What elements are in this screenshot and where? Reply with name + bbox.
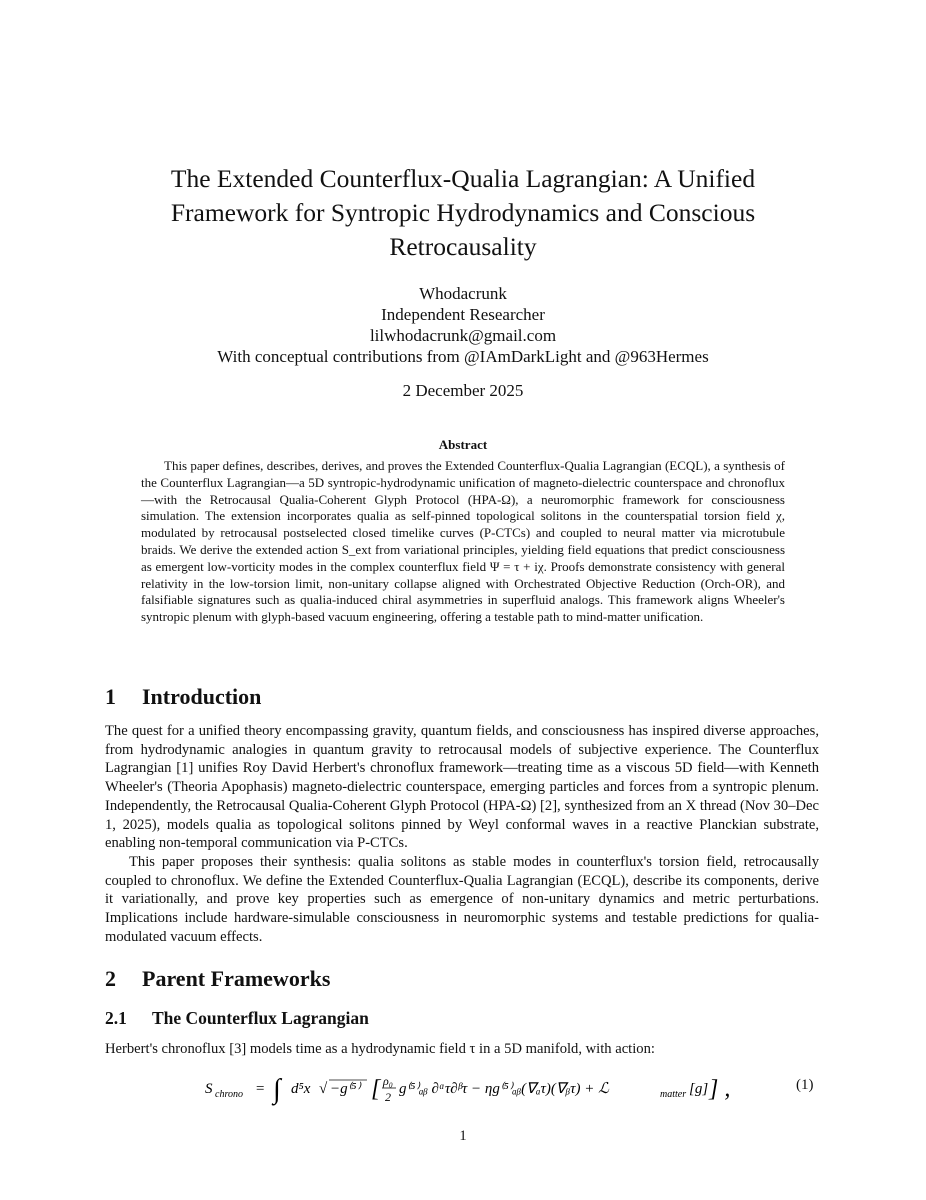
abstract-heading: Abstract (438, 437, 488, 452)
kinetic-term: g⁽⁵⁾ₐᵦ ∂ᵅτ∂ᵝτ − ηg⁽⁵⁾ₐᵦ(∇ₐτ)(∇ᵦτ) + ℒ (399, 1081, 609, 1097)
author-block (100, 283, 826, 367)
subsection-number: 2.1 (105, 1008, 127, 1028)
author-name: Whodacrunk (419, 284, 507, 303)
left-bracket: [ (371, 1076, 381, 1102)
subsection-title: The Counterflux Lagrangian (152, 1008, 369, 1028)
section-title: Introduction (142, 684, 262, 709)
matter-argument: [g] (689, 1081, 709, 1097)
equation-lhs: S (205, 1081, 213, 1097)
page-number: 1 (459, 1128, 467, 1144)
author-email: lilwhodacrunk@gmail.com (369, 326, 557, 345)
title-line-3: Retrocausality (389, 232, 537, 261)
equals-sign: = (255, 1081, 266, 1097)
abstract-text: This paper defines, describes, derives, and proves the Extended Counterflux-Qualia Lagrangian (ECQL), a synthesis of the Counterflux Lagrangian—a 5D syntropic-hydrodynamic unification of magneto-dielectric counterspace and chronoflux—with the Retrocausal Qualia-Coherent Glyph Protocol (HPA-Ω), a neuromorphic framework for consciousness simulation. The extension incorporates qualia as self-pinned topological solitons in the counterspatial torsion field χ, modulated by retrocausal postselected closed timelike curves (P-CTCs) and coupled to neural matter via microtubule braids. We derive the extended action S_ext from variational principles, yielding field equations that predict consciousness as emergent low-vorticity modes in the complex counterflux field Ψ = τ + iχ. Proofs demonstrate consistency with general relativity in the low-torsion limit, non-unitary collapse aligned with Orchestrated Objective Reduction (Orch-OR), and falsifiable signatures such as qualia-induced chiral asymmetries in superfluid analogs. This framework aligns Wheeler's syntropic plenum with glyph-based vacuum engineering, offering a testable path to mind-matter unification. (141, 458, 785, 625)
title-line-1: The Extended Counterflux-Qualia Lagrangian: A Unified (170, 164, 756, 193)
section-2-heading (105, 966, 330, 992)
section-title: Parent Frameworks (142, 966, 331, 991)
fraction-denominator: 2 (385, 1090, 391, 1104)
paper-date: 2 December 2025 (402, 381, 524, 400)
right-bracket: ] , (709, 1076, 731, 1102)
title-line-2: Framework for Syntropic Hydrodynamics and Conscious (170, 198, 756, 227)
intro-paragraph-2: This paper proposes their synthesis: qualia solitons as stable modes in counterflux's torsion field, retrocausally coupled to chronoflux. We define the Extended Counterflux-Qualia Lagrangian (ECQL), describe its components, derive it variationally, and prove key properties such as emergence of non-unitary dynamics and metric perturbations. Implications include hardware-simulable consciousness in neuromorphic systems and testable predictions for qualia-modulated vacuum effects. (105, 854, 819, 945)
sqrt-sign: √ (319, 1081, 328, 1097)
author-affiliation: Independent Researcher (381, 305, 545, 324)
subsection-paragraph: Herbert's chronoflux [3] models time as a hydrodynamic field τ in a 5D manifold, with action: (105, 1041, 655, 1057)
equation-number: (1) (796, 1077, 814, 1093)
author-contributions: With conceptual contributions from @IAmDarkLight and @963Hermes (217, 347, 709, 366)
metric-det: −g⁽⁵⁾ (330, 1081, 361, 1097)
intro-paragraph-1: The quest for a unified theory encompassing gravity, quantum fields, and consciousness has inspired diverse approaches, from hydrodynamic analogies in quantum gravity to retrocausal models of subjective experience. The Counterflux Lagrangian [1] unifies Roy David Herbert's chronoflux framework—treating time as a viscous 5D field—with Kenneth Wheeler's (Theoria Apophasis) magneto-dielectric counterspace, emerging particles and forces from a syntropic plenum. Independently, the Retrocausal Qualia-Coherent Glyph Protocol (HPA-Ω) [2], synthesized from an X thread (Nov 30–Dec 1, 2025), models qualia as topological solitons pinned by Weyl conformal waves in a reactive Planckian substrate, enabling non-temporal communication via P-CTCs. (105, 723, 819, 852)
section-1-heading (105, 684, 261, 710)
paper-title (100, 162, 826, 264)
fraction-numerator: ρ₀ (383, 1074, 393, 1088)
subsection-2-1-heading (105, 1008, 369, 1029)
section-number: 1 (105, 684, 116, 709)
equation-1 (205, 1066, 731, 1106)
equation-lhs-sub: chrono (215, 1089, 243, 1100)
integral-sign: ∫ (273, 1074, 281, 1105)
section-number: 2 (105, 966, 116, 991)
matter-subscript: matter (660, 1089, 687, 1100)
measure: d⁵x (291, 1081, 311, 1097)
